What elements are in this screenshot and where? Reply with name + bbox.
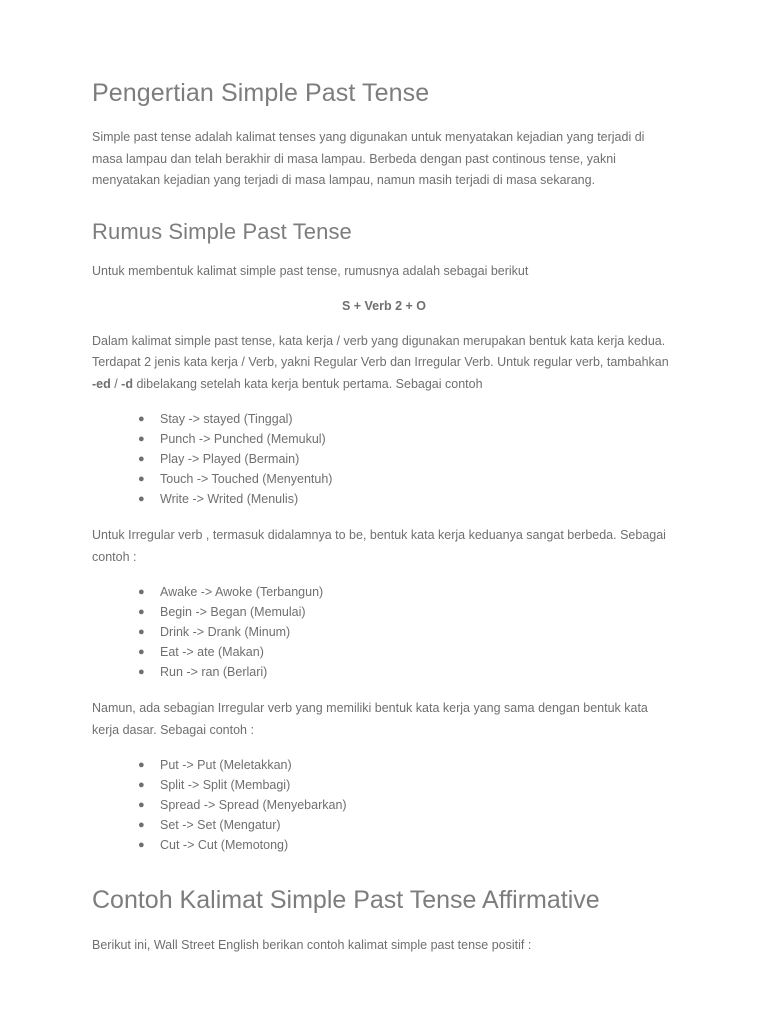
separator-slash: / xyxy=(110,376,122,391)
list-item xyxy=(138,835,676,855)
list-item xyxy=(138,469,676,489)
list-item-label: Drink -> Drank (Minum) xyxy=(160,625,291,640)
bullet-icon: ● xyxy=(138,473,145,486)
section-heading-rumus: Rumus Simple Past Tense xyxy=(92,218,352,244)
section-heading-affirmative: Contoh Kalimat Simple Past Tense Affirmative xyxy=(92,886,600,915)
bullet-icon: ● xyxy=(138,666,145,679)
bullet-icon: ● xyxy=(138,453,145,466)
regular-verb-list xyxy=(92,409,676,509)
bullet-icon: ● xyxy=(138,839,145,852)
list-item-label: Play -> Played (Bermain) xyxy=(160,452,300,467)
bullet-icon: ● xyxy=(138,799,145,812)
list-item xyxy=(138,622,676,642)
bullet-icon: ● xyxy=(138,586,145,599)
bullet-icon: ● xyxy=(138,626,145,639)
regular-verb-paragraph xyxy=(92,331,676,396)
same-form-paragraph: Namun, ada sebagian Irregular verb yang memiliki bentuk kata kerja yang sama dengan bentuk kata kerja dasar. Sebagai contoh : xyxy=(92,701,648,737)
list-item-label: Stay -> stayed (Tinggal) xyxy=(160,412,293,427)
list-item xyxy=(138,755,676,775)
regular-verb-paragraph-part2: dibelakang setelah kata kerja bentuk pertama. Sebagai contoh xyxy=(132,376,483,391)
bullet-icon: ● xyxy=(138,493,145,506)
list-item-label: Write -> Writed (Menulis) xyxy=(160,492,299,507)
same-form-verb-list xyxy=(92,755,676,855)
list-item-label: Set -> Set (Mengatur) xyxy=(160,818,281,833)
list-item xyxy=(138,795,676,815)
intro-paragraph: Simple past tense adalah kalimat tenses yang digunakan untuk menyatakan kejadian yang terjadi di masa lampau dan telah berakhir di masa lampau. Berbeda dengan past continous tense, yakni menyatakan kejadian yang terjadi di masa lampau, namun masih terjadi di masa sekarang. xyxy=(92,130,645,188)
list-item-label: Awake -> Awoke (Terbangun) xyxy=(160,585,324,600)
formula-text: S + Verb 2 + O xyxy=(341,298,427,313)
bullet-icon: ● xyxy=(138,819,145,832)
list-item xyxy=(138,815,676,835)
regular-verb-paragraph-part1: Dalam kalimat simple past tense, kata kerja / verb yang digunakan merupakan bentuk kata kerja kedua. Terdapat 2 jenis kata kerja / Verb, yakni Regular Verb dan Irregular Verb. Untuk regular verb, tambahkan xyxy=(92,333,669,370)
list-item xyxy=(138,602,676,622)
bullet-icon: ● xyxy=(138,779,145,792)
list-item xyxy=(138,642,676,662)
irregular-verb-paragraph: Untuk Irregular verb , termasuk didalamnya to be, bentuk kata kerja keduanya sangat berbeda. Sebagai contoh : xyxy=(92,528,666,564)
bullet-icon: ● xyxy=(138,606,145,619)
irregular-verb-list xyxy=(92,582,676,682)
list-item xyxy=(138,582,676,602)
list-item-label: Touch -> Touched (Menyentuh) xyxy=(160,472,333,487)
list-item xyxy=(138,429,676,449)
rumus-intro-paragraph: Untuk membentuk kalimat simple past tense, rumusnya adalah sebagai berikut xyxy=(92,264,529,279)
list-item-label: Put -> Put (Meletakkan) xyxy=(160,758,292,773)
list-item xyxy=(138,775,676,795)
list-item-label: Split -> Split (Membagi) xyxy=(160,778,291,793)
list-item xyxy=(138,489,676,509)
list-item-label: Eat -> ate (Makan) xyxy=(160,645,264,660)
bullet-icon: ● xyxy=(138,433,145,446)
suffix-d: -d xyxy=(121,376,133,391)
list-item-label: Begin -> Began (Memulai) xyxy=(160,605,306,620)
list-item xyxy=(138,449,676,469)
suffix-ed: -ed xyxy=(92,376,111,391)
affirmative-intro-paragraph: Berikut ini, Wall Street English berikan contoh kalimat simple past tense positif : xyxy=(92,937,532,952)
bullet-icon: ● xyxy=(138,413,145,426)
page-title: Pengertian Simple Past Tense xyxy=(92,79,430,107)
list-item-label: Punch -> Punched (Memukul) xyxy=(160,432,326,447)
list-item xyxy=(138,662,676,682)
list-item-label: Run -> ran (Berlari) xyxy=(160,665,268,680)
bullet-icon: ● xyxy=(138,759,145,772)
list-item xyxy=(138,409,676,429)
list-item-label: Spread -> Spread (Menyebarkan) xyxy=(160,798,347,813)
bullet-icon: ● xyxy=(138,646,145,659)
list-item-label: Cut -> Cut (Memotong) xyxy=(160,838,289,853)
